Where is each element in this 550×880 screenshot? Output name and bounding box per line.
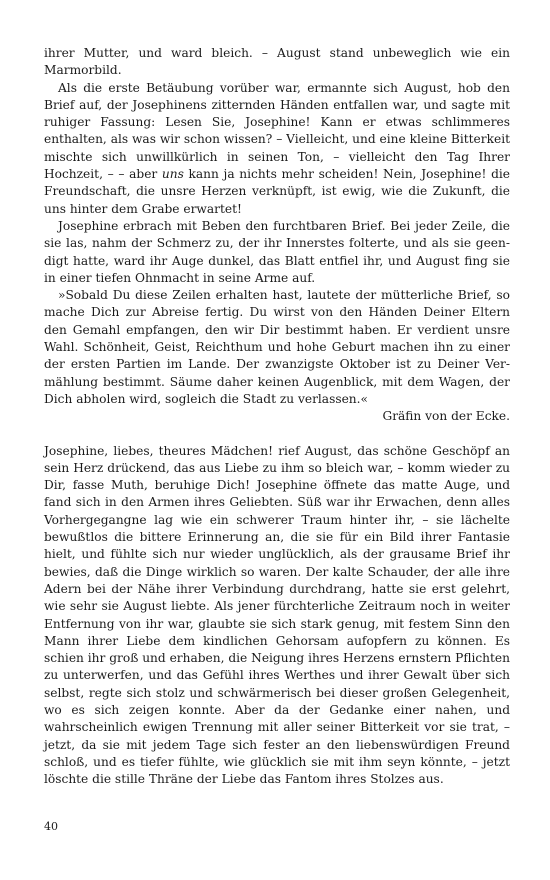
- paragraph: [44, 218, 510, 287]
- page-body: [44, 45, 510, 788]
- paragraph: [44, 443, 510, 789]
- paragraph: [44, 45, 510, 80]
- paragraph: [44, 80, 510, 218]
- text-segment: Gräfin von der Ecke.: [382, 409, 510, 424]
- page-number: 40: [44, 820, 58, 833]
- text-segment: ihrer Mutter, und ward bleich. – August stand unbeweglich wie ein Marmorbild.: [44, 46, 510, 78]
- text-segment: kann ja nichts mehr scheiden! Nein, Josephine! die Freundschaft, die unsre Herzen verknüpft, ist ewig, wie die Zukunft, die uns hinter dem Grabe erwartet!: [44, 167, 510, 216]
- text-segment: Josephine, liebes, theures Mädchen! rief August, das schöne Geschöpf an sein Herz drückend, das aus Liebe zu ihm so bleich war, – komm wieder zu Dir, fasse Muth, beruhige Dich! Josephine öffnete das matte Auge, und fand sich in den Armen ihres Geliebten. Süß war ihr Erwachen, denn alles Vorhergegangne lag wie ein schwerer Traum hinter ihr, – sie lächelte bewußtlos die bittere Erinnerung an, die sie für ein Bild ihrer Fantasie hielt, und fühlte sich nur wieder unglücklich, als der grausame Brief ihr bewies, daß die Dinge wirklich so waren. Der kalte Schauder, der alle ihre Adern bei der Nähe ihrer Verbindung durchdrang, hatte sie erst gelehrt, wie sehr sie August liebte. Als jener fürchterliche Zeitraum noch in weiter Entfernung von ihr war, glaubte sie sich stark genug, mit festem Sinn den Mann ihrer Liebe dem kindlichen Gehorsam aufopfern zu können. Es schien ihr groß und erhaben, die Neigung ihres Herzens ernstern Pflichten zu unterwerfen, und das Gefühl ihres Werthes und ihrer Gewalt über sich selbst, regte sich stolz und schwärmerisch bei dieser großen Gelegenheit, wo es sich zeigen konnte. Aber da der Gedanke einer nahen, und wahrscheinlich ewigen Trennung mit aller seiner Bitterkeit vor sie trat, – jetzt, da sie mit jedem Tage sich fester an den liebenswürdigen Freund schloß, und es tiefer fühlte, wie glücklich sie mit ihm seyn könnte, – jetzt löschte die stille Thräne der Liebe das Fantom ihres Stolzes aus.: [44, 443, 510, 787]
- emphasis-text: uns: [161, 167, 184, 182]
- paragraph: [44, 287, 510, 408]
- text-segment: Als die erste Betäubung vorüber war, ermannte sich August, hob den Brief auf, der Josephinens zitternden Händen entfallen war, und sagte mit ruhiger Fassung: Lesen Sie, Josephine! Kann er etwas schlimmeres enthalten, als was wir schon wissen? – Vielleicht, und eine kleine Bitterkeit mischte sich unwillkürlich in seinen Ton, – vielleicht den Tag Ihrer Hochzeit, – – aber: [44, 80, 510, 182]
- text-segment: »Sobald Du diese Zeilen erhalten hast, lautete der mütterliche Brief, so mache Dich zur Abreise fertig. Du wirst von den Händen Deiner Eltern den Gemahl empfangen, den wir Dir bestimmt haben. Er verdient unsre Wahl. Schönheit, Geist, Reichthum und hohe Geburt machen ihn zu einer der ersten Partien im Lande. Der zwanzigste Oktober ist zu Deiner Vermählung bestimmt. Säume daher keinen Augenblick, mit dem Wagen, der Dich abholen wird, sogleich die Stadt zu verlassen.«: [44, 288, 510, 406]
- section-gap: [44, 426, 510, 443]
- letter-signature: [44, 408, 510, 425]
- text-segment: Josephine erbrach mit Beben den furchtbaren Brief. Bei jeder Zeile, die sie las, nahm der Schmerz zu, der ihr Innerstes folterte, und als sie geendigt hatte, ward ihr Auge dunkel, das Blatt entfiel ihr, und August fing sie in einer tiefen Ohnmacht in seine Arme auf.: [44, 218, 510, 285]
